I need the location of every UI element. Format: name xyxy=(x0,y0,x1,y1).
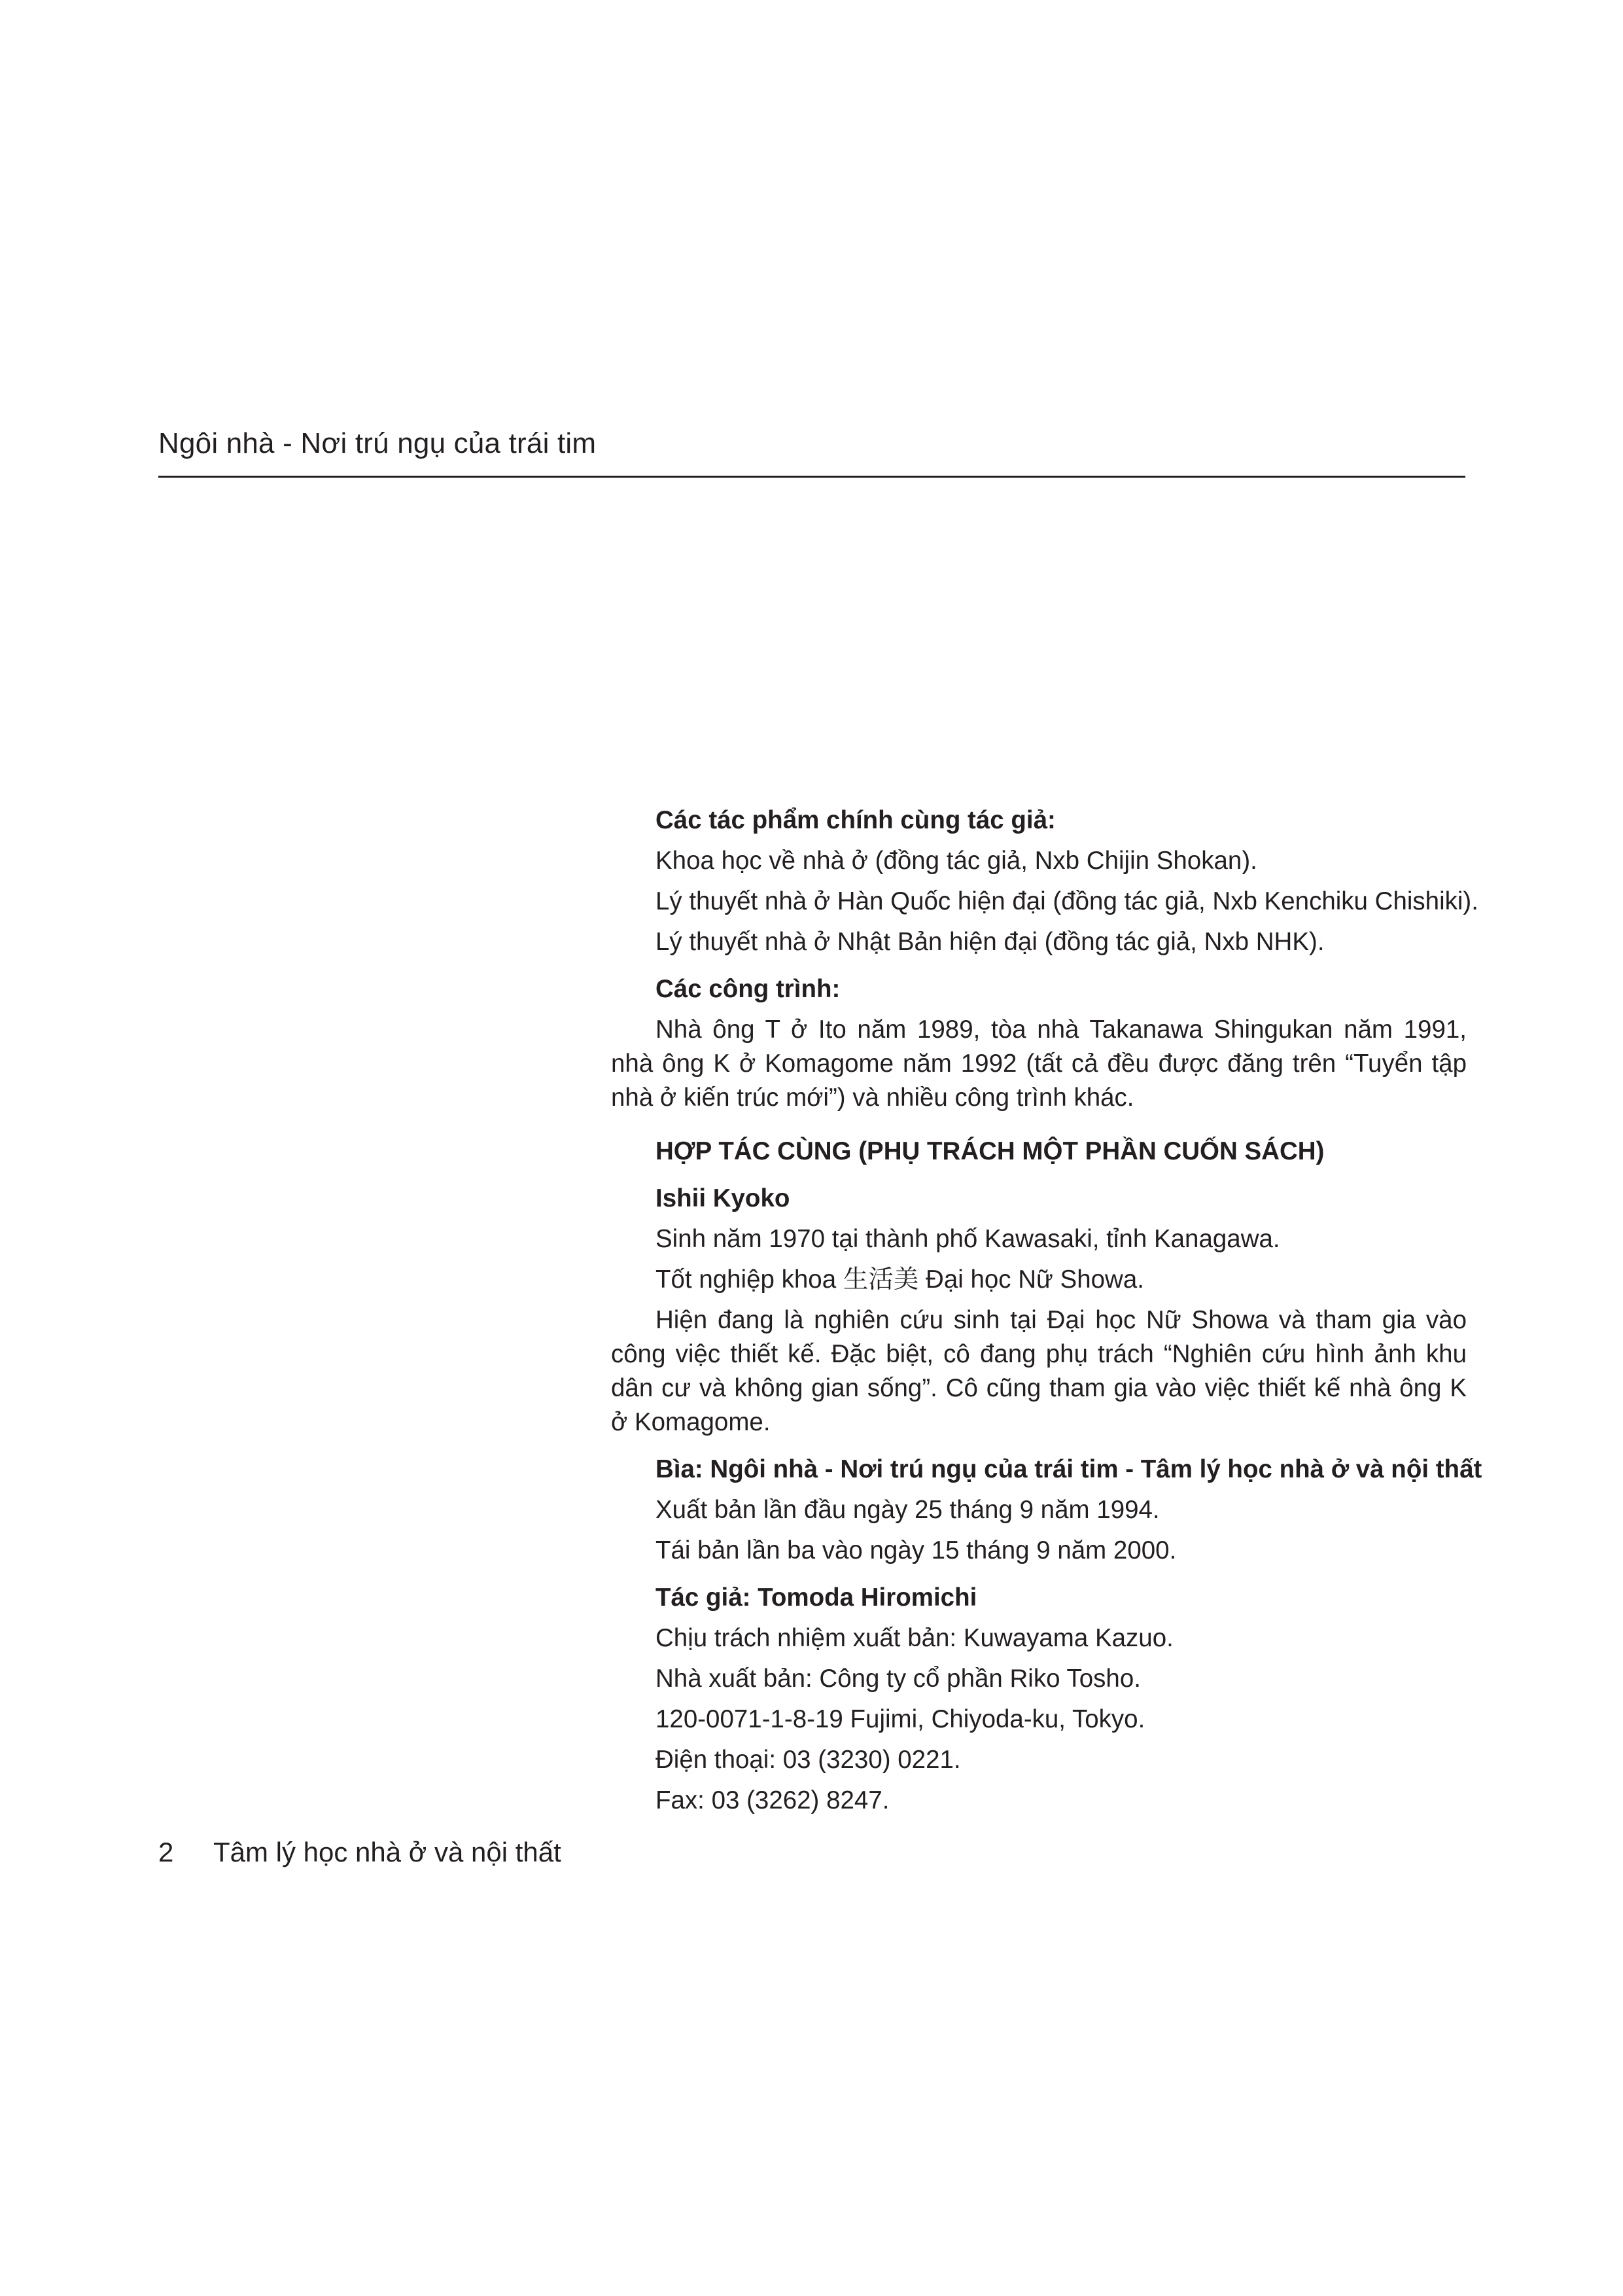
page-number: 2 xyxy=(158,1837,174,1867)
collaborator-info: Sinh năm 1970 tại thành phố Kawasaki, tỉnh Kanagawa. xyxy=(655,1225,1280,1253)
cover-info: Xuất bản lần đầu ngày 25 tháng 9 năm 1994. xyxy=(655,1496,1160,1524)
works-item: Khoa học về nhà ở (đồng tác giả, Nxb Chijin Shokan). xyxy=(655,847,1257,875)
publisher-info: Nhà xuất bản: Công ty cổ phần Riko Tosho. xyxy=(655,1665,1141,1693)
publisher-info: Điện thoại: 03 (3230) 0221. xyxy=(655,1746,961,1774)
collaborator-paragraph: Hiện đang là nghiên cứu sinh tại Đại học Nữ Showa và tham gia vào công việc thiết kế. Đặc biệt, cô đang phụ trách “Nghiên cứu hình ảnh khu dân cư và không gian sống”. Cô cũng tham gia vào việc thiết kế nhà ông K ở Komagome. xyxy=(611,1306,1467,1436)
works-heading: Các tác phẩm chính cùng tác giả: xyxy=(655,806,1056,834)
author-heading: Tác giả: Tomoda Hiromichi xyxy=(655,1583,977,1612)
collaborator-info: Tốt nghiệp khoa 生活美 Đại học Nữ Showa. xyxy=(655,1265,1144,1294)
colophon-content xyxy=(611,804,1482,1818)
running-header-title: Ngôi nhà - Nơi trú ngụ của trái tim xyxy=(158,427,597,459)
works-item: Lý thuyết nhà ở Nhật Bản hiện đại (đồng tác giả, Nxb NHK). xyxy=(655,928,1325,956)
collaboration-heading: HỢP TÁC CÙNG (PHỤ TRÁCH MỘT PHẦN CUỐN SÁCH) xyxy=(655,1137,1325,1165)
publisher-info: 120-0071-1-8-19 Fujimi, Chiyoda-ku, Tokyo. xyxy=(655,1705,1145,1733)
publisher-info: Chịu trách nhiệm xuất bản: Kuwayama Kazuo. xyxy=(655,1624,1174,1652)
projects-heading: Các công trình: xyxy=(655,975,841,1003)
cover-heading: Bìa: Ngôi nhà - Nơi trú ngụ của trái tim - Tâm lý học nhà ở và nội thất xyxy=(655,1455,1482,1483)
page-footer xyxy=(158,1836,561,1869)
collaborator-name: Ishii Kyoko xyxy=(655,1184,790,1212)
projects-paragraph: Nhà ông T ở Ito năm 1989, tòa nhà Takanawa Shingukan năm 1991, nhà ông K ở Komagome năm 1992 (tất cả đều được đăng trên “Tuyển tập nhà ở kiến trúc mới”) và nhiều công trình khác. xyxy=(611,1016,1467,1112)
footer-book-subtitle: Tâm lý học nhà ở và nội thất xyxy=(213,1837,561,1867)
cover-info: Tái bản lần ba vào ngày 15 tháng 9 năm 2000. xyxy=(655,1536,1177,1564)
publisher-info: Fax: 03 (3262) 8247. xyxy=(655,1786,890,1814)
works-item: Lý thuyết nhà ở Hàn Quốc hiện đại (đồng tác giả, Nxb Kenchiku Chishiki). xyxy=(655,887,1478,915)
header-rule xyxy=(158,476,1465,478)
